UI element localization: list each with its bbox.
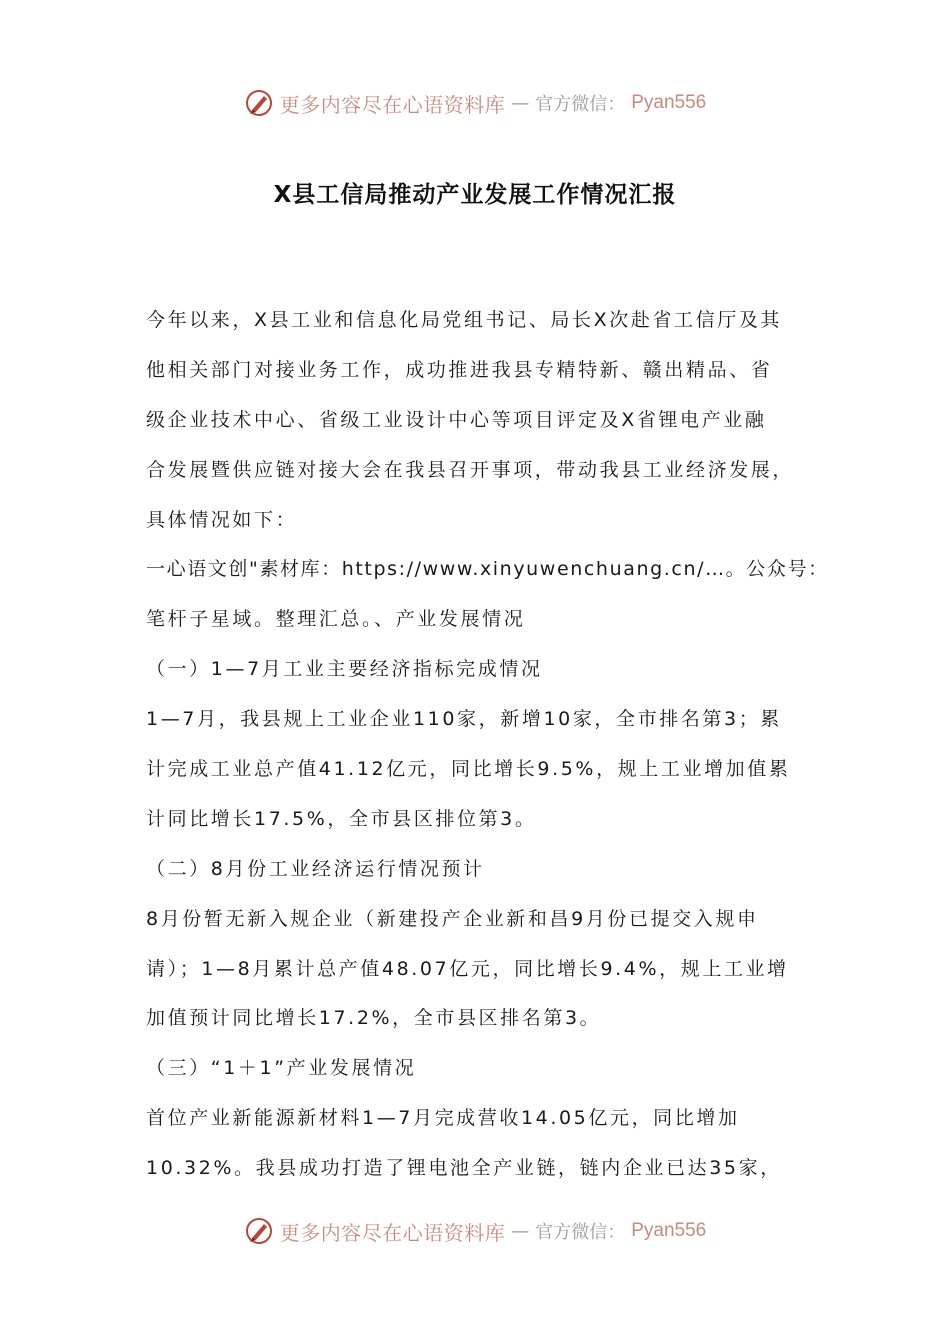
body-line: 首位产业新能源新材料1—7月完成营收14.05亿元，同比增加 [146,1107,740,1130]
watermark-text: 更多内容尽在心语资料库 [279,1220,506,1245]
body-line: 一心语文创"素材库：https://www.xinyuwenchuang.cn/…。公众号： [146,558,829,581]
body-line: 计同比增长17.5%，全市县区排位第3。 [146,807,537,830]
body-line: 加值预计同比增长17.2%，全市县区排名第3。 [146,1007,602,1030]
watermark-account: Pyan556 [631,92,707,113]
body-line: 计完成工业总产值41.12亿元，同比增长9.5%，规上工业增加值累 [146,758,791,781]
body-line: 他相关部门对接业务工作，成功推进我县专精特新、赣出精品、省 [146,358,773,381]
watermark-account: Pyan556 [631,1220,707,1241]
watermark-separator: — [511,1220,530,1242]
body-line: 10.32%。我县成功打造了锂电池全产业链，链内企业已达35家， [146,1157,782,1180]
body-line: 级企业技术中心、省级工业设计中心等项目评定及X省锂电产业融 [146,408,767,431]
body-line: 请）；1—8月累计总产值48.07亿元，同比增长9.4%，规上工业增 [146,957,789,980]
body-line: 笔杆子星域。整理汇总。、产业发展情况 [146,608,526,631]
header-watermark [0,83,950,123]
body-line: 合发展暨供应链对接大会在我县召开事项，带动我县工业经济发展， [146,458,795,481]
watermark-label: 官方微信： [535,94,626,115]
document-title: X县工信局推动产业发展工作情况汇报 [273,182,677,208]
pen-logo-icon [244,88,274,118]
body-line: 1—7月，我县规上工业企业110家，新增10家，全市排名第3；累 [146,708,782,731]
watermark-separator: — [511,92,530,114]
section-heading: （一）1—7月工业主要经济指标完成情况 [146,658,543,681]
body-line: 具体情况如下： [146,508,298,531]
document-body [146,296,829,1194]
body-line: 今年以来，X县工业和信息化局党组书记、局长X次赴省工信厅及其 [146,309,783,331]
body-line: 8月份暂无新入规企业（新建投产企业新和昌9月份已提交入规申 [146,907,759,930]
watermark-text: 更多内容尽在心语资料库 [279,92,506,117]
section-heading: （二）8月份工业经济运行情况预计 [146,857,485,880]
section-heading: （三）“1＋1”产业发展情况 [146,1057,417,1080]
pen-logo-icon [244,1216,274,1246]
watermark-label: 官方微信： [535,1222,626,1243]
footer-watermark [0,1211,950,1251]
